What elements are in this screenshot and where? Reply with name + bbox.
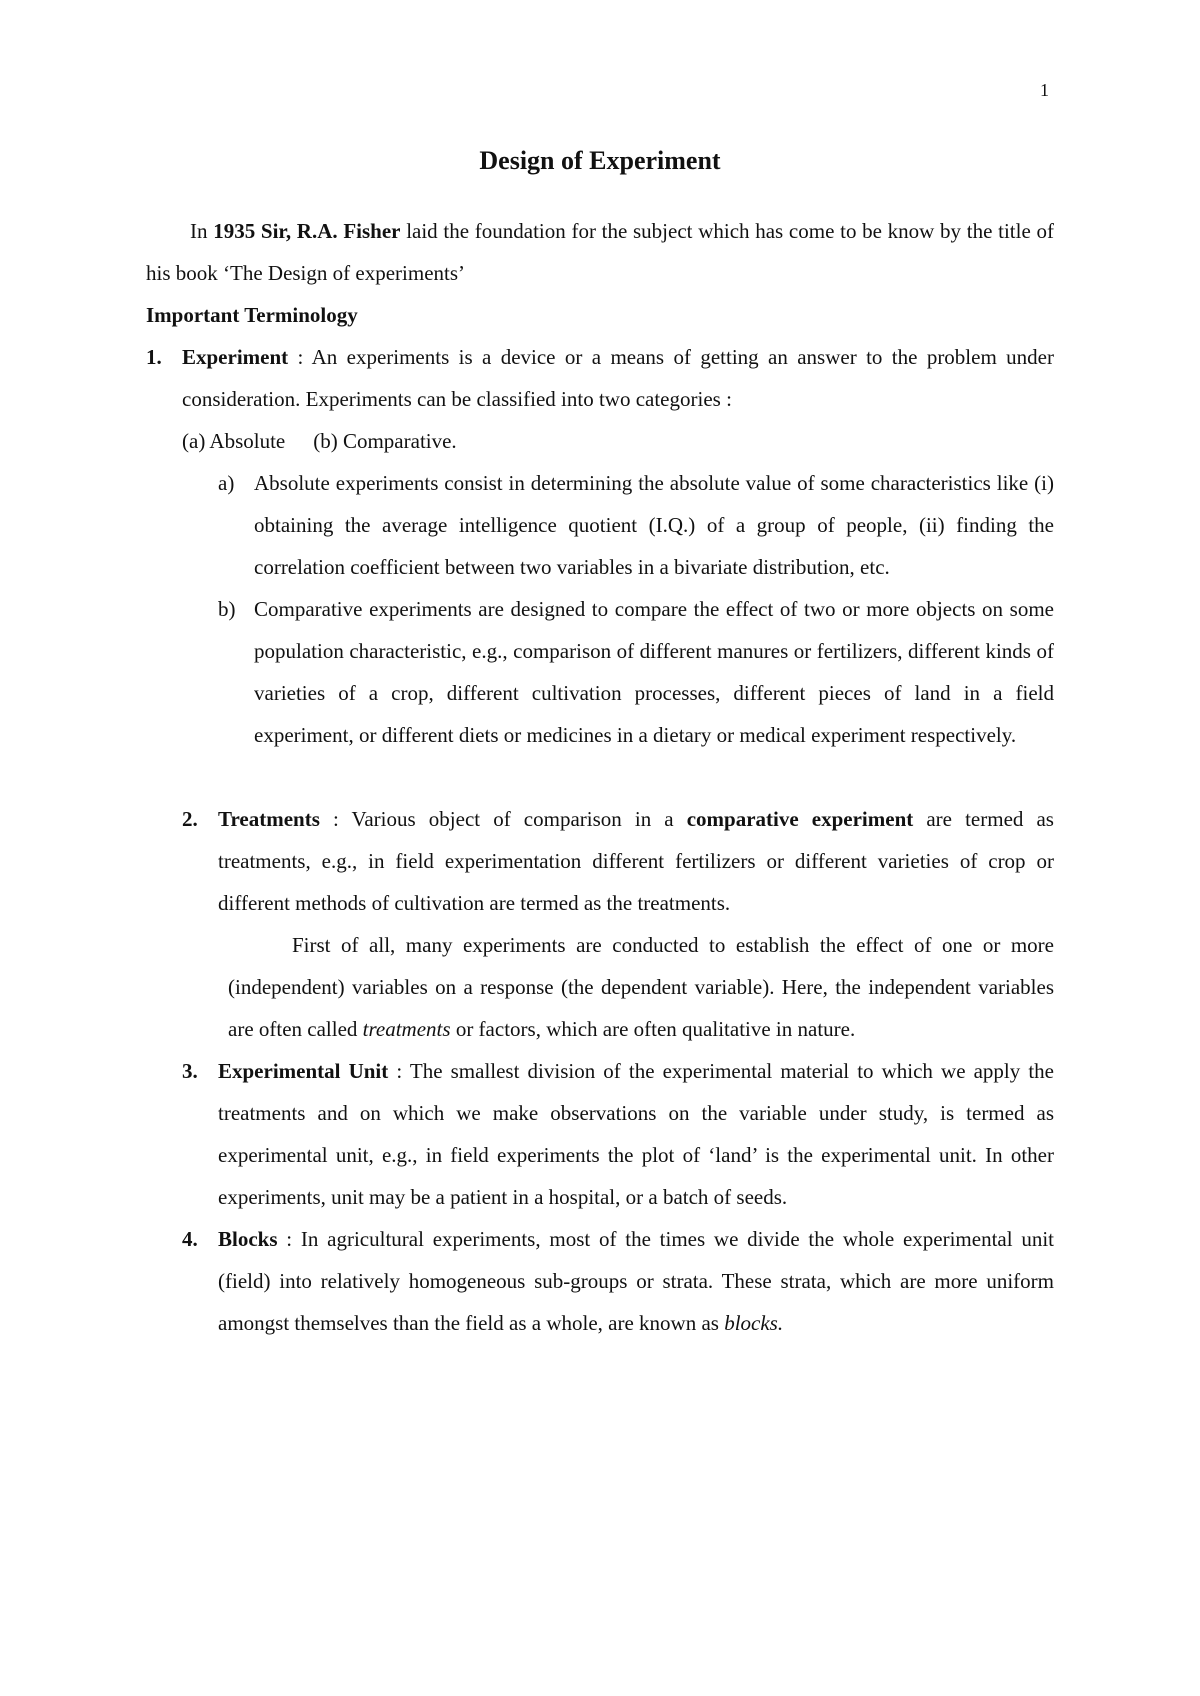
term-item-treatments (146, 798, 1054, 924)
term-definition (218, 1218, 1054, 1344)
term-item-blocks (146, 1218, 1054, 1344)
term-name: Blocks (218, 1227, 278, 1251)
page-number: 1 (1040, 80, 1049, 100)
subitem-marker: b) (218, 597, 236, 621)
section-heading: Important Terminology (146, 303, 358, 327)
definition-text: : An experiments is a device or a means of getting an answer to the problem under consideration. Experiments can be classified into two categories : (182, 345, 1054, 411)
item-number: 1. (146, 345, 162, 369)
term-item-experimental-unit (146, 1050, 1054, 1218)
category-absolute: (a) Absolute (182, 429, 286, 453)
term-name: Experiment (182, 345, 289, 369)
intro-prefix: In (190, 219, 214, 243)
definition-text: : Various object of comparison in a (319, 807, 687, 831)
subitem-text: Absolute experiments consist in determining the absolute value of some characteristics like (i) obtaining the average intelligence quotient (I.Q.) of a group of people, (ii) finding the correlation coefficient between two variables in a bivariate distribution, etc. (254, 471, 1054, 579)
document-title: Design of Experiment (479, 146, 721, 175)
subitem-absolute (146, 462, 1054, 588)
term-definition (182, 336, 1054, 420)
intro-author: Sir, R.A. Fisher (260, 219, 401, 243)
item-number: 2. (182, 807, 198, 831)
definition-bold-phrase: comparative experiment (686, 807, 914, 831)
extra-italic-term: treatments (362, 1017, 451, 1041)
category-list (182, 420, 1054, 462)
subitem-marker: a) (218, 471, 235, 495)
item-number: 3. (182, 1059, 198, 1083)
document-body (146, 210, 1054, 1344)
treatments-extra-paragraph (146, 924, 1054, 1050)
term-definition (218, 1050, 1054, 1218)
intro-year: 1935 (213, 219, 256, 243)
term-definition (218, 798, 1054, 924)
definition-italic-end: blocks. (724, 1311, 784, 1335)
term-name: Experimental Unit (218, 1059, 389, 1083)
intro-text: laid the foundation for the subject which has come to be know by the title of his book ‘The Design of experiments’ (146, 219, 1054, 285)
definition-text-continued: are termed as treatments, e.g., in field experimentation different fertilizers or different varieties of crop or different methods of cultivation are termed as the treatments. (218, 807, 1054, 915)
intro-paragraph (146, 210, 1054, 294)
definition-text: : The smallest division of the experimental material to which we apply the treatments and on which we make observations on the variable under study, is termed as experimental unit, e.g., in field experiments the plot of ‘land’ is the experimental unit. In other experiments, unit may be a patient in a hospital, or a batch of seeds. (218, 1059, 1054, 1209)
category-comparative: (b) Comparative. (313, 429, 457, 453)
term-item-experiment (146, 336, 1054, 462)
subitem-comparative (146, 588, 1054, 756)
subitem-text: Comparative experiments are designed to compare the effect of two or more objects on some population characteristic, e.g., comparison of different manures or fertilizers, different kinds of varieties of a crop, different cultivation processes, different pieces of land in a field experiment, or different diets or medicines in a dietary or medical experiment respectively. (254, 597, 1054, 747)
item-number: 4. (182, 1227, 198, 1251)
extra-text-continued: or factors, which are often qualitative in nature. (450, 1017, 856, 1041)
term-name: Treatments (218, 807, 320, 831)
extra-text: First of all, many experiments are conducted to establish the effect of one or more (independent) variables on a response (the dependent variable). Here, the independent variables are often called (228, 933, 1054, 1041)
definition-text: : In agricultural experiments, most of the times we divide the whole experimental unit (field) into relatively homogeneous sub-groups or strata. These strata, which are more uniform amongst themselves than the field as a whole, are known as (218, 1227, 1054, 1335)
